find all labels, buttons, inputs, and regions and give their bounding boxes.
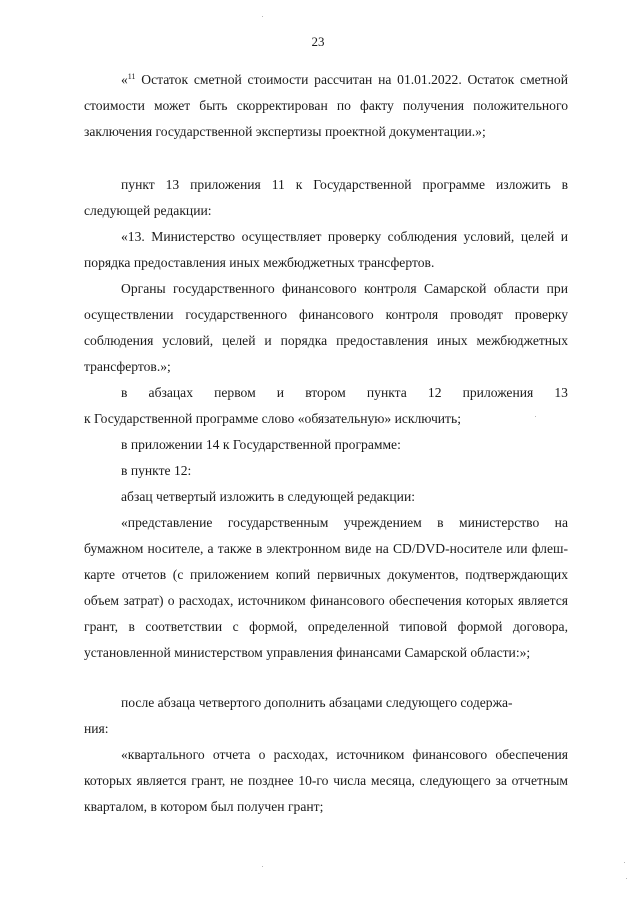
paragraph-item-12: в пункте 12: (121, 463, 192, 478)
paragraph-ministry-verification: «13. Министерство осуществляет проверку соблюдения условий, целей и порядка предоставления иных межбюджетных трансфертов. (84, 229, 568, 270)
word: в (121, 385, 128, 400)
paragraph-line: ния: (84, 721, 109, 736)
footnote-mark: 11 (127, 72, 136, 81)
paragraph-reports-submission: «представление государственным учреждением в министерство на бумажном носителе, а также в электронном виде на CD/DVD-носителе или флеш-карте отчетов (с приложением копий первичных документов, подтверждающих объем затрат) о расходах, источником финансового обеспечения которых является грант, в соответствии с формой, определенной типовой формой договора, установленной министерством управления финансами Самарской области:»; (84, 515, 568, 660)
word: приложения (462, 385, 534, 400)
scan-speck (262, 16, 263, 17)
paragraph-fourth-abzac: абзац четвертый изложить в следующей редакции: (121, 489, 416, 504)
word: втором (305, 385, 346, 400)
scan-speck (624, 862, 625, 863)
paragraph-add-abzacs (84, 690, 568, 742)
paragraph-line: после абзаца четвертого дополнить абзацами следующего содержа- (121, 695, 513, 710)
scan-speck (626, 878, 627, 879)
paragraph-item-13-appendix-11: пункт 13 приложения 11 к Государственной программе изложить в следующей редакции: (84, 177, 568, 218)
word: и (276, 385, 285, 400)
scan-speck (262, 866, 263, 867)
paragraph-text: Остаток сметной стоимости рассчитан на 01.01.2022. Остаток сметной стоимости может быть скорректирован по факту получения положительного заключения государственной экспертизы проектной документации.»; (84, 72, 568, 139)
quote-open: « (121, 72, 128, 87)
word: 12 (427, 385, 442, 400)
paragraph-line: к Государственной программе слово «обязательную» исключить; (84, 411, 461, 426)
scan-speck (535, 416, 536, 417)
page-number: 23 (311, 34, 325, 49)
word: абзацах (148, 385, 193, 400)
paragraph-appendix-13-amendment (84, 380, 568, 432)
word: первом (214, 385, 256, 400)
word: 13 (554, 385, 568, 400)
paragraph-appendix-14: в приложении 14 к Государственной программе: (121, 437, 401, 452)
spread-line (84, 380, 568, 406)
paragraph-remaining-estimate-footnote (84, 67, 568, 145)
word: пункта (366, 385, 407, 400)
paragraph-financial-control-bodies: Органы государственного финансового контроля Самарской области при осуществлении государственного финансового контроля проводят проверку соблюдения условий, целей и порядка предоставления иных межбюджетных трансфертов.»; (84, 281, 568, 374)
paragraph-quarterly-report: «квартального отчета о расходах, источником финансового обеспечения которых является грант, не позднее 10-го числа месяца, следующего за отчетным кварталом, в котором был получен грант; (84, 747, 568, 814)
